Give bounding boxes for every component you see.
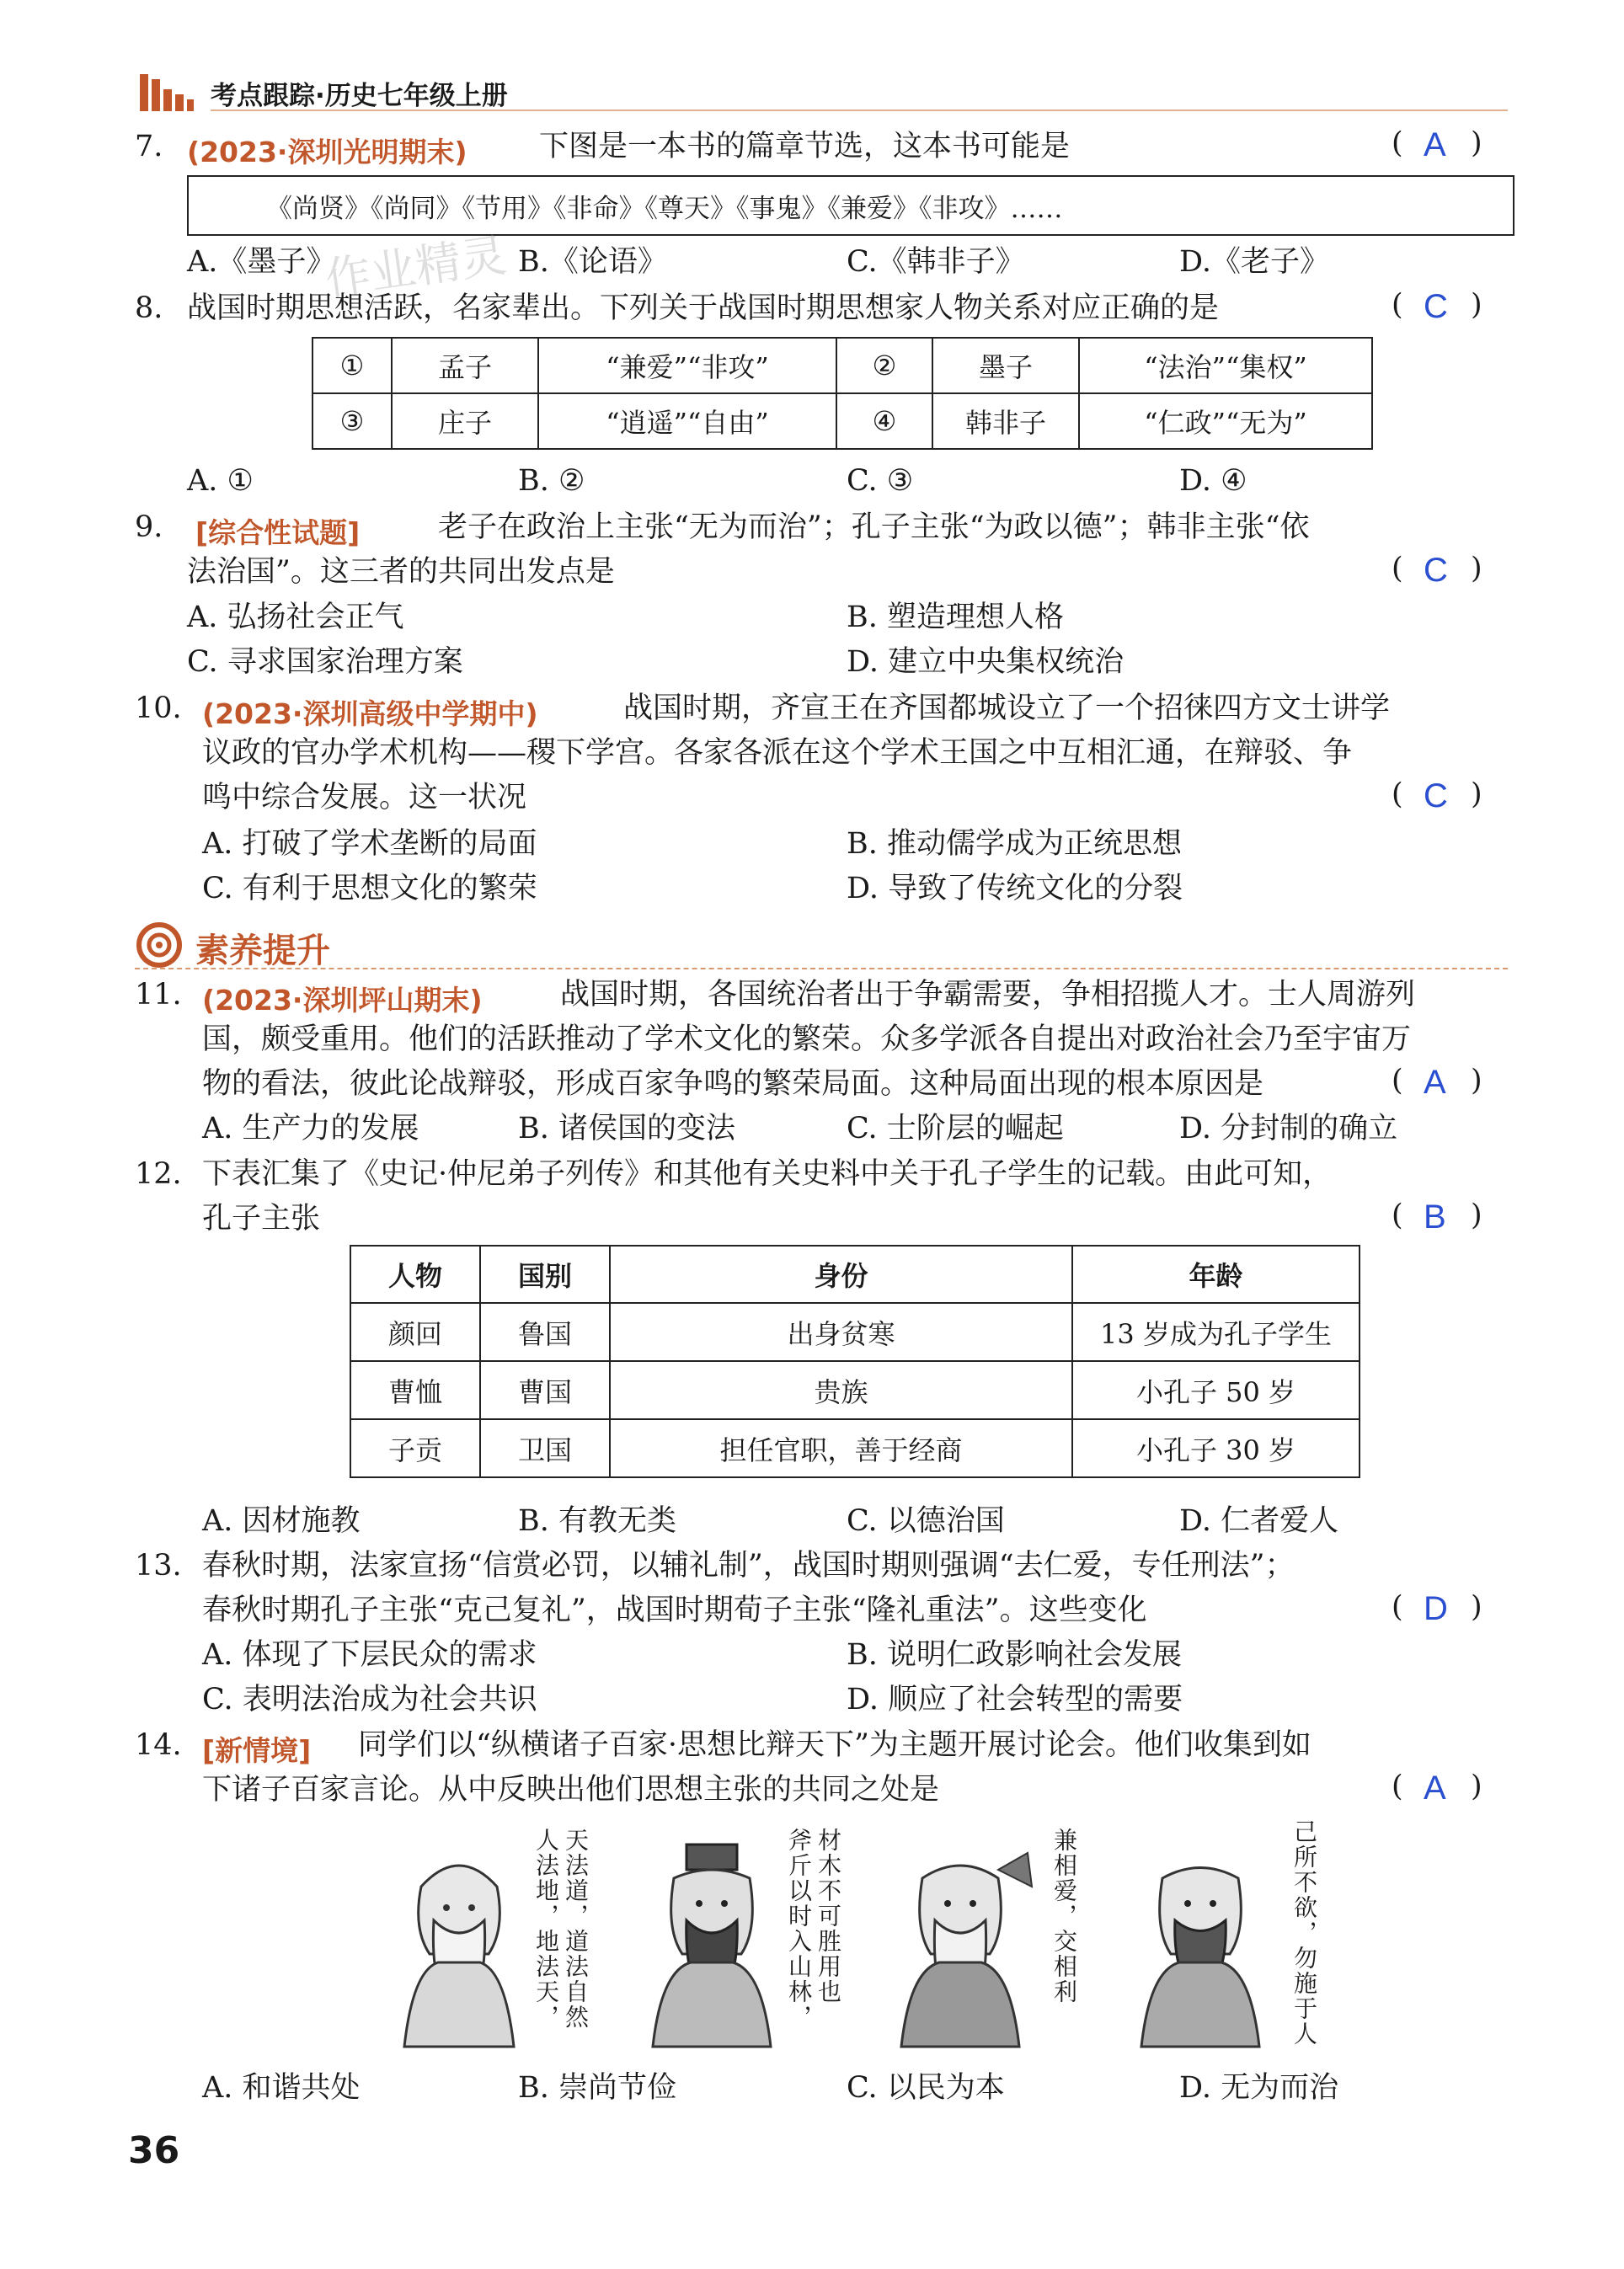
header-rule bbox=[211, 109, 1508, 111]
q12-table-header bbox=[350, 1246, 1360, 1303]
q14-paren: ( bbox=[1392, 1770, 1403, 1803]
q10-option-a: A. 打破了学术垄断的局面 bbox=[202, 827, 537, 861]
q8-option-a: A. ① bbox=[187, 464, 254, 498]
q12-header-cell: 国别 bbox=[480, 1246, 610, 1303]
q11-stem-line1: 战国时期，各国统治者出于争霸需要，争相招揽人才。士人周游列 bbox=[560, 978, 1416, 1012]
quote-4-col1: 己所不欲，勿施于人 bbox=[1290, 1819, 1318, 2047]
q7-paren-close: ) bbox=[1471, 126, 1482, 160]
q11-option-d: D. 分封制的确立 bbox=[1179, 1112, 1398, 1145]
q12-cell: 颜回 bbox=[350, 1303, 480, 1361]
q8-answer: C bbox=[1424, 288, 1448, 325]
q12-stem-line1: 下表汇集了《史记·仲尼弟子列传》和其他有关史料中关于孔子学生的记载。由此可知， bbox=[202, 1157, 1333, 1191]
q12-header-cell: 身份 bbox=[610, 1246, 1072, 1303]
q14-option-a: A. 和谐共处 bbox=[202, 2071, 361, 2105]
section-divider bbox=[135, 968, 1508, 969]
q12-table bbox=[350, 1245, 1360, 1478]
q10-stem-line1: 战国时期，齐宣王在齐国都城设立了一个招徕四方文士讲学 bbox=[623, 691, 1391, 725]
q8-table-row bbox=[313, 338, 1372, 393]
target-icon bbox=[135, 921, 184, 969]
sages-illustration bbox=[387, 1819, 1390, 2055]
q7-option-a: A.《墨子》 bbox=[187, 245, 336, 279]
q12-cell: 卫国 bbox=[480, 1419, 610, 1477]
q11-number: 11. bbox=[135, 978, 182, 1012]
q14-paren-close: ) bbox=[1471, 1770, 1482, 1803]
q13-option-c: C. 表明法治成为社会共识 bbox=[202, 1683, 537, 1716]
q12-cell: 子贡 bbox=[350, 1419, 480, 1477]
q9-option-b: B. 塑造理想人格 bbox=[847, 601, 1064, 634]
q11-stem-line3: 物的看法，彼此论战辩驳，形成百家争鸣的繁荣局面。这种局面出现的根本原因是 bbox=[202, 1067, 1264, 1101]
confucius-figure-icon bbox=[1129, 1836, 1272, 2055]
q14-stem-line1: 同学们以“纵横诸子百家·思想比辩天下”为主题开展讨论会。他们收集到如 bbox=[358, 1728, 1311, 1762]
q7-paren: ( bbox=[1392, 126, 1403, 160]
quote-3-col1: 兼相爱，交相利 bbox=[1050, 1828, 1078, 2005]
q8-table bbox=[312, 337, 1373, 450]
header-title: 考点跟踪·历史七年级上册 bbox=[211, 81, 508, 111]
q12-option-d: D. 仁者爱人 bbox=[1179, 1504, 1339, 1538]
q12-table-row bbox=[350, 1419, 1360, 1477]
q13-answer: D bbox=[1424, 1590, 1448, 1627]
q12-cell: 贵族 bbox=[610, 1361, 1072, 1419]
quote-2-col1: 斧斤以时入山林， bbox=[785, 1828, 813, 2030]
q9-stem-line2: 法治国”。这三者的共同出发点是 bbox=[187, 555, 615, 589]
q12-cell: 曹国 bbox=[480, 1361, 610, 1419]
q8-cell: 墨子 bbox=[932, 338, 1079, 393]
q7-number: 7. bbox=[135, 130, 163, 163]
q13-stem-line1: 春秋时期，法家宣扬“信赏必罚，以辅礼制”，战国时期则强调“去仁爱，专任刑法”； bbox=[202, 1549, 1295, 1583]
q12-paren: ( bbox=[1392, 1199, 1403, 1232]
q13-option-a: A. 体现了下层民众的需求 bbox=[202, 1638, 537, 1672]
q10-paren-close: ) bbox=[1471, 777, 1482, 811]
q12-number: 12. bbox=[135, 1157, 182, 1191]
q12-cell: 小孔子 30 岁 bbox=[1072, 1419, 1360, 1477]
q8-cell: “兼爱”“非攻” bbox=[538, 338, 836, 393]
q10-stem-line2: 议政的官办学术机构——稷下学宫。各家各派在这个学术王国之中互相汇通，在辩驳、争 bbox=[202, 736, 1353, 770]
q9-stem-line1: 老子在政治上主张“无为而治”；孔子主张“为政以德”；韩非主张“依 bbox=[438, 510, 1310, 544]
q13-option-b: B. 说明仁政影响社会发展 bbox=[847, 1638, 1182, 1672]
q8-cell: 孟子 bbox=[392, 338, 538, 393]
q7-answer: A bbox=[1424, 126, 1446, 163]
q10-stem-line3: 鸣中综合发展。这一状况 bbox=[202, 781, 527, 814]
q9-answer: C bbox=[1424, 552, 1448, 589]
q7-excerpt-text: 《尚贤》《尚同》《节用》《非命》《尊天》《事鬼》《兼爱》《非攻》…… bbox=[266, 194, 1063, 224]
page-number: 36 bbox=[128, 2129, 180, 2172]
mozi-figure-icon bbox=[889, 1836, 1040, 2055]
laozi-figure-icon bbox=[387, 1836, 531, 2055]
q8-paren: ( bbox=[1392, 288, 1403, 322]
q11-paren-close: ) bbox=[1471, 1064, 1482, 1097]
q12-cell: 鲁国 bbox=[480, 1303, 610, 1361]
q13-paren: ( bbox=[1392, 1590, 1403, 1624]
q9-paren-close: ) bbox=[1471, 552, 1482, 585]
q7-source: (2023·深圳光明期末) bbox=[187, 136, 467, 168]
q11-stem-line2: 国，颇受重用。他们的活跃推动了学术文化的繁荣。众多学派各自提出对政治社会乃至宇宙万 bbox=[202, 1022, 1412, 1056]
q8-cell: ① bbox=[313, 338, 392, 393]
q14-stem-line2: 下诸子百家言论。从中反映出他们思想主张的共同之处是 bbox=[202, 1773, 940, 1807]
q7-option-c: C.《韩非子》 bbox=[847, 245, 1025, 279]
q9-source: [综合性试题] bbox=[195, 516, 361, 549]
q8-cell: ④ bbox=[836, 393, 932, 449]
q14-option-b: B. 崇尚节俭 bbox=[518, 2071, 676, 2105]
q11-option-b: B. 诸侯国的变法 bbox=[518, 1112, 735, 1145]
q12-stem-line2: 孔子主张 bbox=[202, 1202, 321, 1236]
header-logo-icon bbox=[140, 74, 194, 111]
q11-paren: ( bbox=[1392, 1064, 1403, 1097]
q8-cell: “仁政”“无为” bbox=[1079, 393, 1372, 449]
q8-cell: “法治”“集权” bbox=[1079, 338, 1372, 393]
q10-paren: ( bbox=[1392, 777, 1403, 811]
q12-cell: 曹恤 bbox=[350, 1361, 480, 1419]
q12-cell: 13 岁成为孔子学生 bbox=[1072, 1303, 1360, 1361]
q12-table-row bbox=[350, 1303, 1360, 1361]
q9-paren: ( bbox=[1392, 552, 1403, 585]
q8-cell: ③ bbox=[313, 393, 392, 449]
q13-stem-line2: 春秋时期孔子主张“克己复礼”，战国时期荀子主张“隆礼重法”。这些变化 bbox=[202, 1594, 1147, 1627]
q13-paren-close: ) bbox=[1471, 1590, 1482, 1624]
q9-option-c: C. 寻求国家治理方案 bbox=[187, 645, 463, 679]
q12-table-row bbox=[350, 1361, 1360, 1419]
q8-paren-close: ) bbox=[1471, 288, 1482, 322]
q9-number: 9. bbox=[135, 510, 163, 544]
q10-answer: C bbox=[1424, 777, 1448, 814]
q8-stem: 战国时期思想活跃，名家辈出。下列关于战国时期思想家人物关系对应正确的是 bbox=[187, 291, 1220, 325]
q10-option-c: C. 有利于思想文化的繁荣 bbox=[202, 872, 537, 905]
q14-option-c: C. 以民为本 bbox=[847, 2071, 1005, 2105]
q8-cell: 庄子 bbox=[392, 393, 538, 449]
q14-option-d: D. 无为而治 bbox=[1179, 2071, 1339, 2105]
q10-option-d: D. 导致了传统文化的分裂 bbox=[847, 872, 1183, 905]
q8-option-b: B. ② bbox=[518, 464, 585, 498]
q7-stem: 下图是一本书的篇章节选，这本书可能是 bbox=[539, 130, 1071, 163]
section-header bbox=[135, 921, 1508, 971]
q12-option-c: C. 以德治国 bbox=[847, 1504, 1005, 1538]
q14-source: [新情境] bbox=[202, 1734, 312, 1767]
q11-source: (2023·深圳坪山期末) bbox=[202, 984, 483, 1017]
q8-cell: “逍遥”“自由” bbox=[538, 393, 836, 449]
q8-table-row bbox=[313, 393, 1372, 449]
header bbox=[135, 67, 1499, 114]
q8-cell: ② bbox=[836, 338, 932, 393]
q8-option-d: D. ④ bbox=[1179, 464, 1247, 498]
q13-option-d: D. 顺应了社会转型的需要 bbox=[847, 1683, 1183, 1716]
q12-header-cell: 人物 bbox=[350, 1246, 480, 1303]
q9-option-d: D. 建立中央集权统治 bbox=[847, 645, 1125, 679]
q12-cell: 出身贫寒 bbox=[610, 1303, 1072, 1361]
q8-cell: 韩非子 bbox=[932, 393, 1079, 449]
q12-answer: B bbox=[1424, 1199, 1446, 1236]
q14-answer: A bbox=[1424, 1770, 1446, 1807]
watermark: 作业精灵 bbox=[322, 228, 510, 307]
q12-cell: 小孔子 50 岁 bbox=[1072, 1361, 1360, 1419]
q12-option-a: A. 因材施教 bbox=[202, 1504, 361, 1538]
q10-number: 10. bbox=[135, 691, 182, 725]
mencius-figure-icon bbox=[640, 1836, 783, 2055]
q10-option-b: B. 推动儒学成为正统思想 bbox=[847, 827, 1182, 861]
q7-option-d: D.《老子》 bbox=[1179, 245, 1329, 279]
quote-1-col1: 人法地，地法天， bbox=[532, 1828, 560, 2030]
q9-option-a: A. 弘扬社会正气 bbox=[187, 601, 404, 634]
q12-paren-close: ) bbox=[1471, 1199, 1482, 1232]
quote-2-col2: 材木不可胜用也 bbox=[815, 1828, 842, 2005]
q8-option-c: C. ③ bbox=[847, 464, 914, 498]
q13-number: 13. bbox=[135, 1549, 182, 1583]
q8-number: 8. bbox=[135, 291, 163, 325]
q10-source: (2023·深圳高级中学期中) bbox=[202, 697, 538, 730]
q12-option-b: B. 有教无类 bbox=[518, 1504, 676, 1538]
q7-excerpt-box bbox=[187, 175, 1514, 236]
q12-header-cell: 年龄 bbox=[1072, 1246, 1360, 1303]
q12-cell: 担任官职，善于经商 bbox=[610, 1419, 1072, 1477]
quote-1-col2: 天法道，道法自然 bbox=[562, 1828, 590, 2030]
q11-answer: A bbox=[1424, 1064, 1446, 1101]
q11-option-a: A. 生产力的发展 bbox=[202, 1112, 419, 1145]
section-title: 素养提升 bbox=[195, 932, 330, 970]
q7-option-b: B.《论语》 bbox=[518, 245, 667, 279]
q14-number: 14. bbox=[135, 1728, 182, 1762]
q11-option-c: C. 士阶层的崛起 bbox=[847, 1112, 1064, 1145]
